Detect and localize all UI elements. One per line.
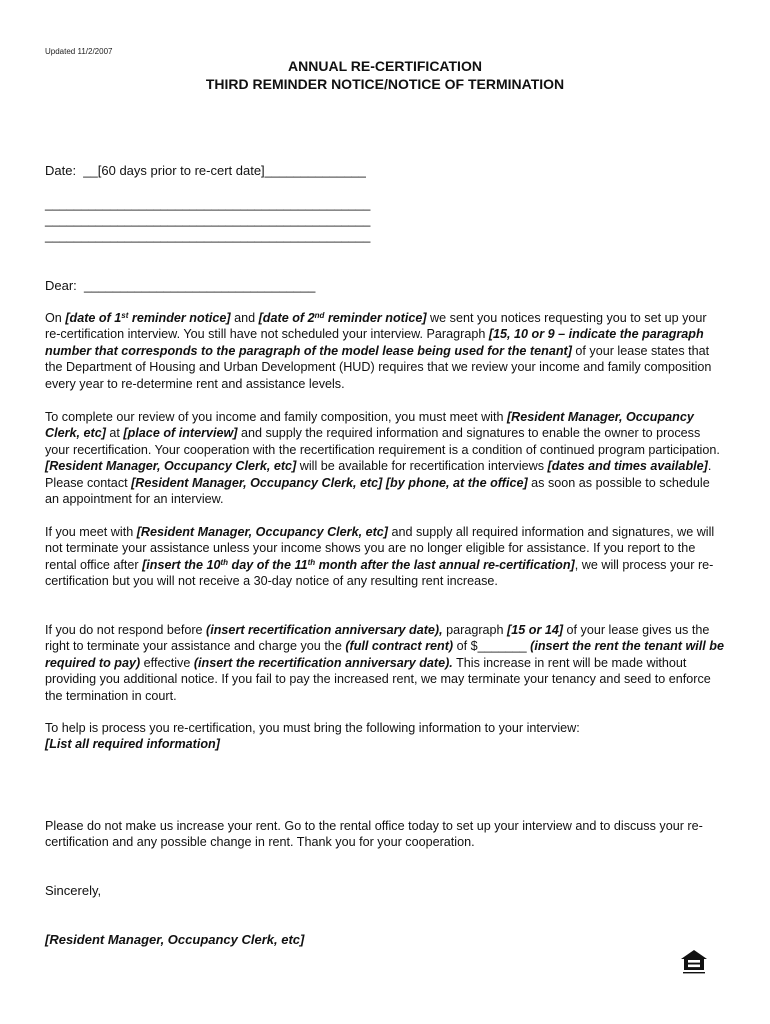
salutation: Dear: ________________________________	[45, 278, 316, 293]
paragraph-6: Please do not make us increase your rent. Go to the rental office today to set up your interview and to discuss your re-certification and any possible change in rent. Thank you for your cooperation.	[45, 819, 703, 850]
date-line: Date: __[60 days prior to re-cert date]______________	[45, 163, 366, 178]
signature: [Resident Manager, Occupancy Clerk, etc]	[45, 932, 305, 947]
paragraph-2: To complete our review of you income and family composition, you must meet with [Resident Manager, Occupancy Clerk, etc] at [place of interview] and supply the required information and signatures to enable the owner to process your recertification. Your cooperation with the recertification requirement is a condition of continued program participation. [Resident Manager, Occupancy Clerk, etc] will be available for recertification interviews [dates and times available]. Please contact [Resident Manager, Occupancy Clerk, etc] [by phone, at the office] as soon as possible to schedule an appointment for an interview.	[45, 410, 720, 507]
equal-housing-opportunity-icon	[680, 948, 708, 976]
paragraph-4: If you do not respond before (insert recertification anniversary date), paragraph [15 or 14] of your lease gives us the right to terminate your assistance and charge you the (full contract rent) of $_______ (insert the rent the tenant will be required to pay) effective (insert the recertification anniversary date). This increase in rent will be made without providing you additional notice. If you fail to pay the increased rent, we may terminate your tenancy and seed to enforce the termination in court.	[45, 623, 724, 703]
updated-date: Updated 11/2/2007	[45, 47, 113, 56]
paragraph-5: To help is process you re-certification, you must bring the following information to your interview: [List all required information]	[45, 721, 580, 752]
address-line-1: _____________________________________________	[45, 196, 371, 211]
address-line-2: _____________________________________________	[45, 212, 371, 227]
closing: Sincerely,	[45, 883, 102, 898]
title-line-1: ANNUAL RE-CERTIFICATION	[288, 58, 482, 74]
paragraph-3: If you meet with [Resident Manager, Occupancy Clerk, etc] and supply all required information and signatures, we will not terminate your assistance unless your income shows you are no longer eligible for assistance. If you report to the rental office after [insert the 10th day of the 11th month after the last annual re-certification], we will process your re-certification but you will not receive a 30-day notice of any resulting rent increase.	[45, 525, 715, 589]
address-line-3: _____________________________________________	[45, 228, 371, 243]
title-line-2: THIRD REMINDER NOTICE/NOTICE OF TERMINATION	[205, 76, 565, 92]
paragraph-1: On [date of 1st reminder notice] and [date of 2nd reminder notice] we sent you notices requesting you to set up your re-certification interview. You still have not scheduled your interview. Paragraph [15, 10 or 9 – indicate the paragraph number that corresponds to the paragraph of the model lease being used for the tenant] of your lease states that the Department of Housing and Urban Development (HUD) requires that we review your income and family composition every year to re-determine rent and assistance levels.	[45, 311, 712, 391]
